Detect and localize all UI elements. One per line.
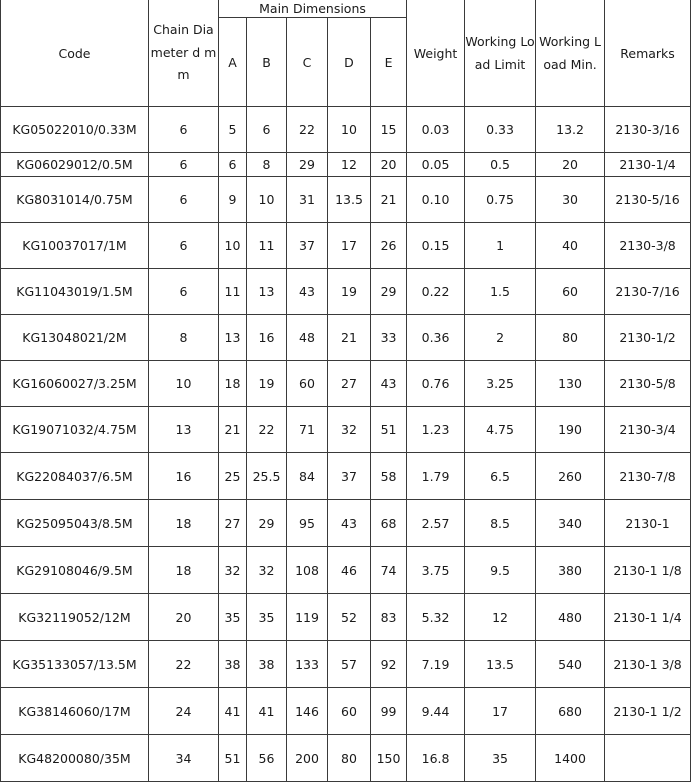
cell-dim-b: 56 [247,735,287,782]
cell-weight: 0.22 [407,269,465,315]
cell-remarks: 2130-1 1/4 [605,594,691,641]
cell-dim-e: 58 [371,453,407,500]
cell-working-load-min: 340 [536,500,605,547]
table-row [1,641,691,688]
header-dim-e: E [371,18,407,107]
cell-dim-a: 25 [219,453,247,500]
cell-weight: 0.10 [407,177,465,223]
cell-chain-diameter: 10 [149,361,219,407]
header-main-dimensions: Main Dimensions [219,0,407,18]
cell-dim-a: 21 [219,407,247,453]
cell-dim-a: 27 [219,500,247,547]
cell-remarks: 2130-1 3/8 [605,641,691,688]
cell-dim-c: 71 [287,407,328,453]
cell-working-load-limit: 1.5 [465,269,536,315]
cell-weight: 3.75 [407,547,465,594]
cell-remarks: 2130-3/16 [605,107,691,153]
cell-dim-c: 119 [287,594,328,641]
cell-dim-d: 19 [328,269,371,315]
cell-dim-a: 11 [219,269,247,315]
cell-working-load-limit: 2 [465,315,536,361]
table-header [1,0,691,107]
cell-working-load-limit: 0.33 [465,107,536,153]
header-dim-b: B [247,18,287,107]
cell-chain-diameter: 18 [149,500,219,547]
cell-working-load-min: 80 [536,315,605,361]
cell-working-load-min: 20 [536,153,605,177]
cell-working-load-limit: 0.75 [465,177,536,223]
cell-dim-c: 108 [287,547,328,594]
cell-working-load-min: 190 [536,407,605,453]
cell-working-load-min: 540 [536,641,605,688]
header-dim-c: C [287,18,328,107]
cell-dim-b: 22 [247,407,287,453]
cell-weight: 7.19 [407,641,465,688]
cell-working-load-min: 1400 [536,735,605,782]
cell-dim-b: 13 [247,269,287,315]
cell-dim-a: 35 [219,594,247,641]
header-chain-diameter: Chain Diameter d mm [149,0,219,107]
cell-chain-diameter: 13 [149,407,219,453]
cell-code: KG19071032/4.75M [1,407,149,453]
cell-dim-d: 57 [328,641,371,688]
table-row [1,547,691,594]
cell-working-load-min: 680 [536,688,605,735]
cell-dim-a: 41 [219,688,247,735]
cell-dim-a: 38 [219,641,247,688]
cell-dim-a: 5 [219,107,247,153]
header-remarks: Remarks [605,0,691,107]
cell-dim-d: 60 [328,688,371,735]
header-dim-d: D [328,18,371,107]
cell-dim-c: 133 [287,641,328,688]
cell-dim-c: 95 [287,500,328,547]
cell-dim-b: 29 [247,500,287,547]
cell-dim-e: 68 [371,500,407,547]
cell-code: KG38146060/17M [1,688,149,735]
cell-dim-c: 22 [287,107,328,153]
cell-weight: 1.79 [407,453,465,500]
cell-chain-diameter: 6 [149,177,219,223]
cell-code: KG35133057/13.5M [1,641,149,688]
cell-dim-c: 31 [287,177,328,223]
cell-working-load-limit: 4.75 [465,407,536,453]
cell-code: KG8031014/0.75M [1,177,149,223]
cell-code: KG22084037/6.5M [1,453,149,500]
cell-working-load-limit: 6.5 [465,453,536,500]
cell-working-load-min: 130 [536,361,605,407]
cell-dim-b: 11 [247,223,287,269]
cell-dim-c: 84 [287,453,328,500]
cell-remarks: 2130-7/16 [605,269,691,315]
header-working-load-limit: Working Load Limit [465,0,536,107]
cell-dim-e: 150 [371,735,407,782]
cell-dim-a: 51 [219,735,247,782]
cell-dim-d: 32 [328,407,371,453]
cell-dim-b: 25.5 [247,453,287,500]
table-row [1,453,691,500]
cell-working-load-min: 480 [536,594,605,641]
header-dim-a: A [219,18,247,107]
cell-dim-d: 80 [328,735,371,782]
cell-code: KG05022010/0.33M [1,107,149,153]
cell-chain-diameter: 34 [149,735,219,782]
cell-chain-diameter: 6 [149,223,219,269]
table-row [1,500,691,547]
cell-code: KG25095043/8.5M [1,500,149,547]
table-row [1,594,691,641]
cell-code: KG11043019/1.5M [1,269,149,315]
cell-dim-b: 38 [247,641,287,688]
cell-dim-c: 43 [287,269,328,315]
cell-remarks: 2130-3/8 [605,223,691,269]
header-working-load-min: Working Load Min. [536,0,605,107]
cell-dim-e: 21 [371,177,407,223]
cell-remarks: 2130-1/2 [605,315,691,361]
cell-dim-e: 83 [371,594,407,641]
cell-weight: 1.23 [407,407,465,453]
cell-remarks: 2130-1 [605,500,691,547]
cell-chain-diameter: 6 [149,269,219,315]
cell-working-load-limit: 12 [465,594,536,641]
cell-code: KG29108046/9.5M [1,547,149,594]
cell-dim-c: 200 [287,735,328,782]
cell-dim-e: 15 [371,107,407,153]
cell-code: KG32119052/12M [1,594,149,641]
table-row [1,407,691,453]
cell-dim-b: 19 [247,361,287,407]
cell-chain-diameter: 6 [149,153,219,177]
cell-chain-diameter: 22 [149,641,219,688]
cell-dim-e: 29 [371,269,407,315]
cell-working-load-limit: 9.5 [465,547,536,594]
cell-dim-e: 20 [371,153,407,177]
cell-remarks: 2130-7/8 [605,453,691,500]
cell-working-load-min: 380 [536,547,605,594]
cell-working-load-min: 30 [536,177,605,223]
cell-dim-e: 43 [371,361,407,407]
cell-dim-b: 32 [247,547,287,594]
cell-code: KG10037017/1M [1,223,149,269]
cell-dim-d: 10 [328,107,371,153]
cell-weight: 16.8 [407,735,465,782]
header-weight: Weight [407,0,465,107]
cell-dim-b: 16 [247,315,287,361]
cell-remarks: 2130-1/4 [605,153,691,177]
cell-remarks: 2130-5/8 [605,361,691,407]
cell-dim-c: 37 [287,223,328,269]
cell-dim-d: 17 [328,223,371,269]
cell-dim-d: 43 [328,500,371,547]
cell-dim-e: 99 [371,688,407,735]
cell-dim-b: 10 [247,177,287,223]
cell-weight: 0.15 [407,223,465,269]
cell-dim-b: 6 [247,107,287,153]
cell-working-load-limit: 3.25 [465,361,536,407]
cell-dim-e: 26 [371,223,407,269]
cell-remarks: 2130-1 1/2 [605,688,691,735]
cell-remarks: 2130-1 1/8 [605,547,691,594]
table-row [1,688,691,735]
cell-weight: 2.57 [407,500,465,547]
table-row [1,361,691,407]
cell-dim-a: 6 [219,153,247,177]
cell-dim-d: 37 [328,453,371,500]
cell-chain-diameter: 16 [149,453,219,500]
cell-dim-e: 92 [371,641,407,688]
cell-remarks: 2130-5/16 [605,177,691,223]
cell-dim-a: 32 [219,547,247,594]
table-row [1,177,691,223]
table-row [1,223,691,269]
cell-working-load-limit: 13.5 [465,641,536,688]
cell-remarks [605,735,691,782]
cell-dim-c: 29 [287,153,328,177]
cell-code: KG06029012/0.5M [1,153,149,177]
cell-working-load-min: 260 [536,453,605,500]
cell-code: KG16060027/3.25M [1,361,149,407]
table-row [1,269,691,315]
cell-chain-diameter: 20 [149,594,219,641]
cell-weight: 0.76 [407,361,465,407]
table-row [1,315,691,361]
cell-working-load-limit: 8.5 [465,500,536,547]
cell-dim-e: 74 [371,547,407,594]
cell-dim-b: 35 [247,594,287,641]
cell-dim-d: 46 [328,547,371,594]
cell-working-load-limit: 35 [465,735,536,782]
cell-dim-d: 21 [328,315,371,361]
cell-weight: 0.36 [407,315,465,361]
cell-dim-d: 52 [328,594,371,641]
cell-working-load-min: 40 [536,223,605,269]
cell-chain-diameter: 6 [149,107,219,153]
cell-dim-c: 48 [287,315,328,361]
table-row [1,107,691,153]
cell-dim-e: 51 [371,407,407,453]
cell-dim-c: 60 [287,361,328,407]
cell-dim-b: 8 [247,153,287,177]
cell-weight: 9.44 [407,688,465,735]
cell-chain-diameter: 8 [149,315,219,361]
cell-dim-a: 13 [219,315,247,361]
cell-chain-diameter: 24 [149,688,219,735]
cell-working-load-limit: 0.5 [465,153,536,177]
table-body [1,107,691,782]
cell-dim-a: 9 [219,177,247,223]
cell-dim-d: 27 [328,361,371,407]
table-row [1,735,691,782]
cell-working-load-limit: 1 [465,223,536,269]
cell-dim-a: 10 [219,223,247,269]
cell-dim-d: 12 [328,153,371,177]
cell-working-load-min: 13.2 [536,107,605,153]
cell-weight: 0.05 [407,153,465,177]
cell-dim-e: 33 [371,315,407,361]
cell-chain-diameter: 18 [149,547,219,594]
cell-code: KG48200080/35M [1,735,149,782]
cell-remarks: 2130-3/4 [605,407,691,453]
cell-dim-d: 13.5 [328,177,371,223]
table-row [1,153,691,177]
cell-working-load-min: 60 [536,269,605,315]
cell-weight: 5.32 [407,594,465,641]
cell-dim-c: 146 [287,688,328,735]
header-row-top [1,0,691,18]
cell-code: KG13048021/2M [1,315,149,361]
cell-dim-a: 18 [219,361,247,407]
cell-weight: 0.03 [407,107,465,153]
cell-working-load-limit: 17 [465,688,536,735]
cell-dim-b: 41 [247,688,287,735]
header-code: Code [1,0,149,107]
